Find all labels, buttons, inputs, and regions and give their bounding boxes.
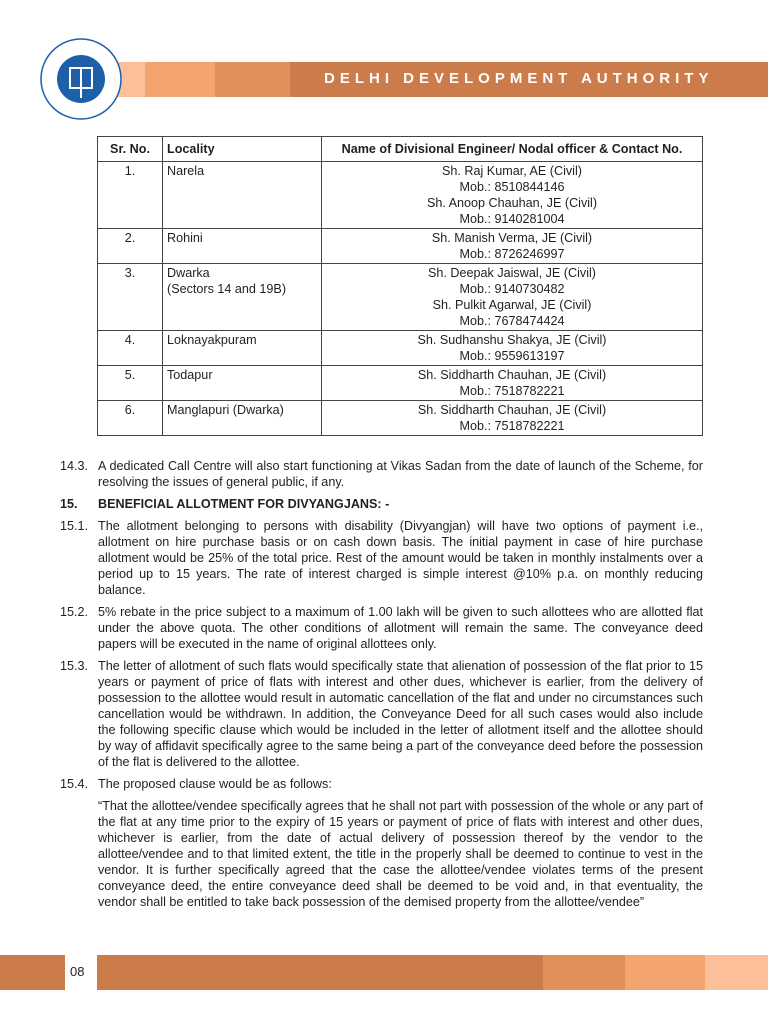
- locality: [163, 162, 322, 229]
- locality: [163, 264, 322, 331]
- para-text: 5% rebate in the price subject to a maximum of 1.00 lakh will be given to such allottees who are allotted flat under the above quota. The other conditions of allotment will remain the same. The conveyance deed papers will be executed in the name of original allottees only.: [98, 605, 703, 651]
- para-text: The proposed clause would be as follows:: [98, 777, 332, 791]
- para-number: 14.3.: [60, 459, 89, 473]
- locality-line: (Sectors 14 and 19B): [167, 282, 287, 296]
- contact-line: Sh. Pulkit Agarwal, JE (Civil): [432, 298, 592, 312]
- contact-line: Sh. Siddharth Chauhan, JE (Civil): [417, 368, 607, 382]
- sr-no: 6.: [98, 401, 163, 436]
- table-row: [98, 264, 703, 331]
- para-number: 15.1.: [60, 519, 89, 533]
- para-text: BENEFICIAL ALLOTMENT FOR DIVYANGJANS: -: [98, 497, 390, 511]
- contact-line: Sh. Siddharth Chauhan, JE (Civil): [417, 403, 607, 417]
- table-row: [98, 401, 703, 436]
- contact-line: Mob.: 9559613197: [459, 349, 565, 363]
- contact-line: Mob.: 8726246997: [459, 247, 565, 261]
- table-row: [98, 366, 703, 401]
- table-row: [98, 162, 703, 229]
- sr-no: 1.: [98, 162, 163, 229]
- contact-line: Sh. Raj Kumar, AE (Civil): [442, 164, 582, 178]
- sr-no: 4.: [98, 331, 163, 366]
- dda-logo: [40, 38, 122, 120]
- col-header: Sr. No.: [98, 137, 163, 162]
- contact-line: Mob.: 9140730482: [459, 282, 565, 296]
- contact-line: Mob.: 9140281004: [459, 212, 565, 226]
- footer-band: [97, 955, 543, 990]
- sr-no: 2.: [98, 229, 163, 264]
- locality: [163, 366, 322, 401]
- locality-line: Todapur: [167, 368, 213, 382]
- footer-band: [0, 955, 65, 990]
- contacts: [322, 366, 703, 401]
- contacts: [322, 264, 703, 331]
- locality: [163, 229, 322, 264]
- para-text: A dedicated Call Centre will also start functioning at Vikas Sadan from the date of launch of the Scheme, for resolving the issues of general public, if any.: [98, 459, 703, 489]
- footer-band: [705, 955, 768, 990]
- paragraph: [60, 776, 703, 792]
- document-body: [60, 458, 703, 916]
- contact-line: Mob.: 8510844146: [459, 180, 565, 194]
- locality-line: Rohini: [167, 231, 203, 245]
- para-number: 15.4.: [60, 777, 89, 791]
- locality-line: Manglapuri (Dwarka): [167, 403, 284, 417]
- paragraph: [60, 458, 703, 490]
- col-header: Name of Divisional Engineer/ Nodal officer & Contact No.: [322, 137, 703, 162]
- contacts: [322, 229, 703, 264]
- locality: [163, 401, 322, 436]
- para-text: The letter of allotment of such flats would specifically state that alienation of possession of the flat prior to 15 years or payment of price of flats with interest and other dues, whichever is earlier, from the delivery of possession to the allottee would result in automatic cancellation of the flat and under no circumstances such cancellation would be withdrawn. In addition, the Conveyance Deed for all such cases would also include the following specific clause which would be included in the letter of allotment itself and the allottee should by way of affidavit specifically agree to the same being a part of the conveyance deed before the possession of the flat is delivered to the allottee.: [98, 659, 703, 769]
- contact-line: Sh. Sudhanshu Shakya, JE (Civil): [417, 333, 607, 347]
- contact-line: Sh. Manish Verma, JE (Civil): [431, 231, 593, 245]
- paragraph: [60, 658, 703, 770]
- table-row: [98, 331, 703, 366]
- paragraph: [60, 518, 703, 598]
- para-number: 15.2.: [60, 605, 89, 619]
- locality: [163, 331, 322, 366]
- contact-line: Mob.: 7678474424: [459, 314, 565, 328]
- para-number: 15.3.: [60, 659, 89, 673]
- page-number: 08: [70, 964, 85, 979]
- contact-line: Sh. Anoop Chauhan, JE (Civil): [426, 196, 598, 210]
- contact-line: Sh. Deepak Jaiswal, JE (Civil): [428, 266, 596, 280]
- contacts: [322, 162, 703, 229]
- header-band: [145, 62, 215, 97]
- table-row: [98, 229, 703, 264]
- header-title: DELHI DEVELOPMENT AUTHORITY: [324, 70, 714, 87]
- paragraph: [60, 604, 703, 652]
- col-header: Locality: [163, 137, 322, 162]
- paragraph: [60, 496, 703, 512]
- footer-band: [625, 955, 705, 990]
- sr-no: 5.: [98, 366, 163, 401]
- locality-line: Narela: [167, 164, 205, 178]
- locality-line: Dwarka: [167, 266, 210, 280]
- paragraph: [60, 798, 703, 910]
- para-number: 15.: [60, 497, 78, 511]
- sr-no: 3.: [98, 264, 163, 331]
- para-text: “That the allottee/vendee specifically agrees that he shall not part with possession of the whole or any part of the flat at any time prior to the expiry of 15 years or payment of price of flats with interest and other dues, whichever is earlier, from the date of actual delivery of possession thereof by the vendor to the allottee/vendee and to that limited extent, the title in the properly shall be deemed to continue to vest in the vendor. It is further specifically agreed that the case the allottee/vendee violates terms of the present conveyance deed, the entire conveyance deed shall be deemed to be void and, in that eventuality, the vendor shall be entitled to take back possession of the demised property from the allottee/vendee”: [98, 799, 703, 909]
- footer-band: [543, 955, 625, 990]
- contact-line: Mob.: 7518782221: [459, 419, 565, 433]
- contact-line: Mob.: 7518782221: [459, 384, 565, 398]
- contacts: [322, 401, 703, 436]
- contacts: [322, 331, 703, 366]
- contact-table: [97, 136, 703, 436]
- locality-line: Loknayakpuram: [167, 333, 257, 347]
- header-band: [215, 62, 290, 97]
- para-number: [60, 798, 98, 910]
- para-text: The allotment belonging to persons with disability (Divyangjan) will have two options of payment i.e., allotment on hire purchase basis or on cash down basis. The initial payment in case of hire purchase allotment would be 25% of the total price. Rest of the amount would be taken in monthly instalments over a period up to 15 years. The rate of interest charged is simple interest @10% p.a. on monthly reducing balance.: [98, 519, 703, 597]
